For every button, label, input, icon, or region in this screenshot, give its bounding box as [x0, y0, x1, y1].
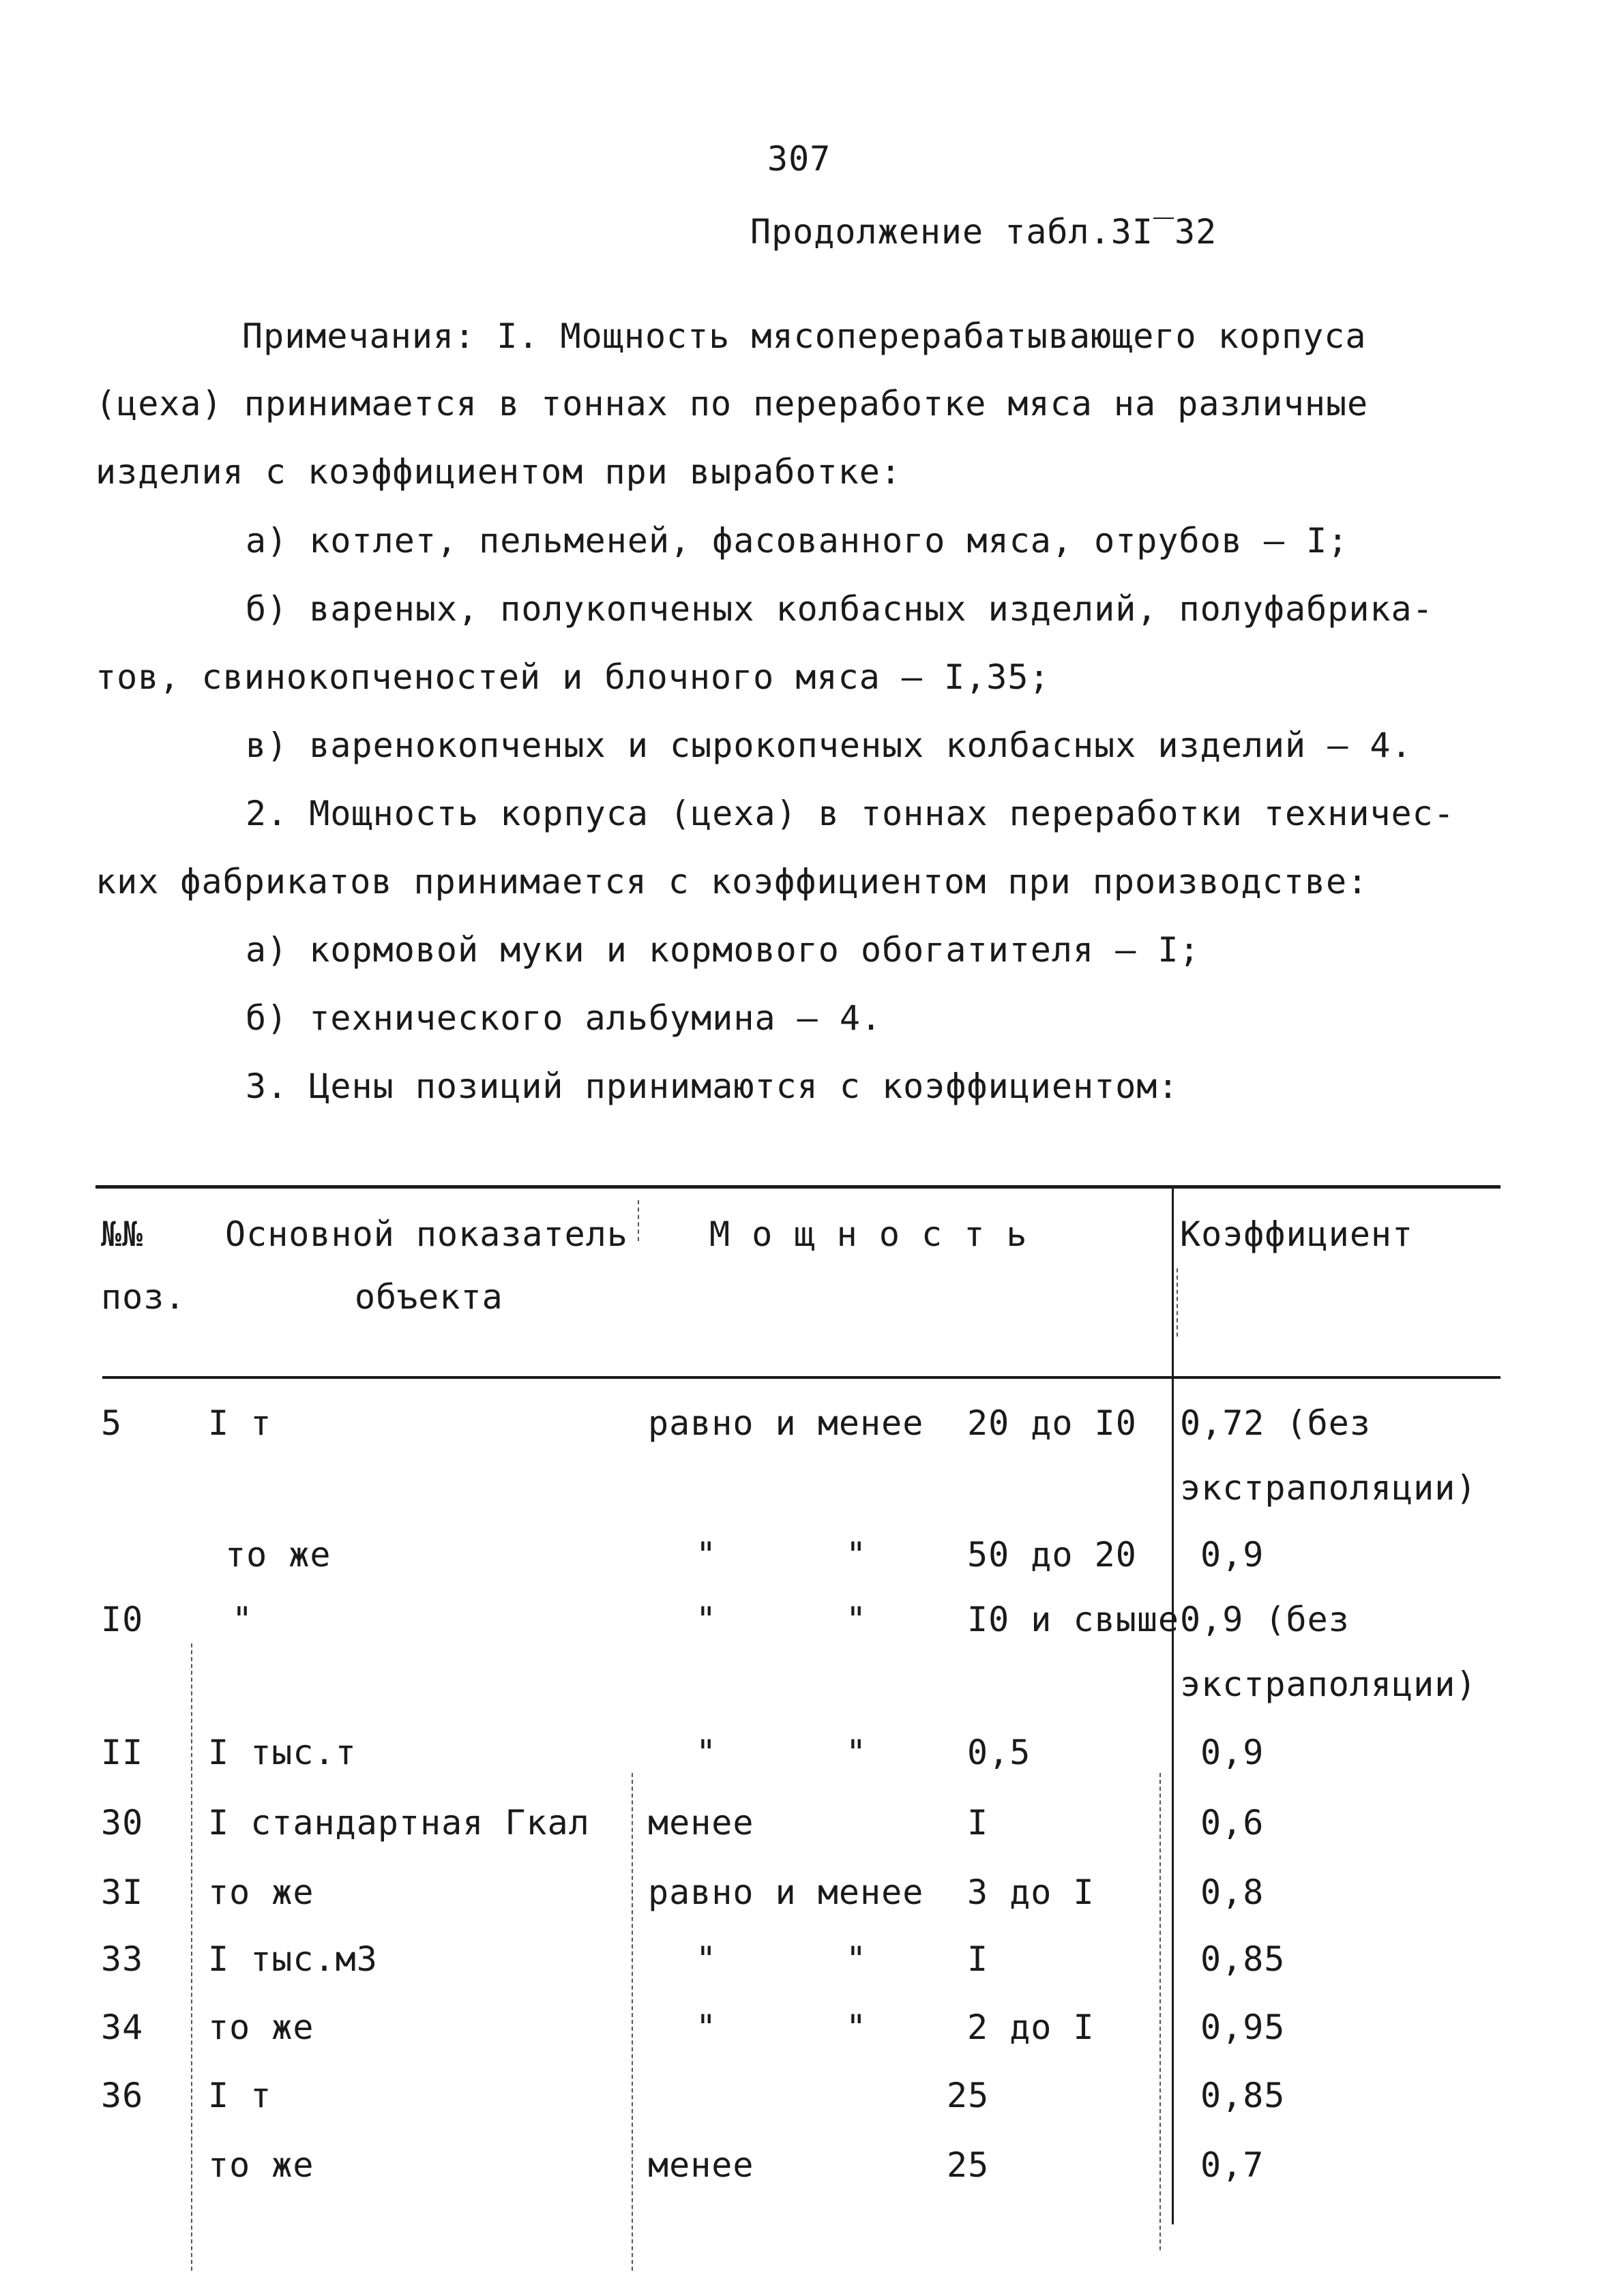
cell-capacity-qualifier: равно и менее: [648, 1403, 924, 1443]
cell-pos: II: [101, 1733, 144, 1772]
cell-capacity-value: I: [967, 1939, 989, 1979]
cell-capacity-ditto: ": [846, 1535, 868, 1575]
cell-capacity-value: 20 до I0: [967, 1403, 1137, 1443]
table-header-separator: [1177, 1268, 1179, 1337]
cell-capacity-value: I0 и свыше: [967, 1600, 1180, 1639]
cell-indicator: I тыс.т: [208, 1733, 357, 1772]
note-line: в) варенокопченых и сырокопченых колбасных изделий – 4.: [246, 726, 1413, 765]
cell-capacity-ditto: ": [846, 2008, 868, 2047]
cell-capacity-value: 25: [947, 2076, 990, 2115]
note-line: б) вареных, полукопченых колбасных изделий, полуфабрика-: [246, 589, 1434, 629]
header-indicator: Основной показатель: [225, 1214, 628, 1254]
cell-pos: 34: [101, 2008, 144, 2047]
table-coef-column-line: [1172, 1188, 1174, 2224]
cell-pos: 30: [101, 1803, 144, 1843]
cell-capacity-qualifier: ": [696, 1733, 718, 1772]
cell-capacity-qualifier: ": [696, 1939, 718, 1979]
cell-indicator: то же: [208, 2008, 314, 2047]
note-line: изделия с коэффициентом при выработке:: [95, 452, 902, 492]
note-line: Примечания: I. Мощность мясоперерабатывающего корпуса: [242, 316, 1367, 356]
cell-capacity-qualifier: равно и менее: [648, 1873, 924, 1912]
cell-indicator: I тыс.м3: [208, 1939, 378, 1979]
note-line: 2. Мощность корпуса (цеха) в тоннах переработки техничес-: [246, 794, 1455, 833]
cell-pos: 3I: [101, 1873, 144, 1912]
table-header-separator: [638, 1200, 640, 1241]
cell-indicator: I т: [208, 1403, 272, 1443]
cell-capacity-qualifier: менее: [648, 2145, 754, 2185]
table-column-separator: [1159, 1773, 1162, 2250]
cell-indicator: I стандартная Гкал: [208, 1803, 590, 1843]
cell-coefficient: 0,85: [1200, 1939, 1286, 1979]
cell-coefficient: 0,95: [1200, 2008, 1286, 2047]
cell-capacity-qualifier: ": [696, 1535, 718, 1575]
cell-coefficient: 0,85: [1200, 2076, 1286, 2115]
header-pos: №№: [101, 1214, 144, 1254]
cell-capacity-value: 2 до I: [967, 2008, 1095, 2047]
cell-capacity-value: 3 до I: [967, 1873, 1095, 1912]
cell-coefficient: 0,6: [1200, 1803, 1265, 1843]
continuation-title: Продолжение табл.3I‾32: [750, 212, 1217, 252]
cell-capacity-value: 25: [947, 2145, 990, 2185]
cell-coefficient: 0,9: [1200, 1733, 1265, 1772]
note-line: ких фабрикатов принимается с коэффициентом при производстве:: [95, 862, 1369, 901]
cell-capacity-ditto: ": [846, 1939, 868, 1979]
cell-indicator: то же: [208, 1873, 314, 1912]
cell-capacity-ditto: ": [846, 1733, 868, 1772]
header-coefficient: Коэффициент: [1180, 1214, 1414, 1254]
header-pos: поз.: [101, 1277, 186, 1317]
cell-capacity-value: 50 до 20: [967, 1535, 1137, 1575]
header-indicator: объекта: [355, 1277, 503, 1317]
cell-coefficient: 0,9 (без: [1180, 1600, 1350, 1639]
page-number: 307: [767, 139, 831, 179]
cell-indicator: то же: [225, 1535, 331, 1575]
cell-coefficient: 0,7: [1200, 2145, 1265, 2185]
cell-indicator: ": [232, 1600, 254, 1639]
cell-coefficient: 0,72 (без: [1180, 1403, 1371, 1443]
cell-pos: I0: [101, 1600, 144, 1639]
cell-pos: 33: [101, 1939, 144, 1979]
cell-coefficient-note: экстраполяции): [1180, 1468, 1477, 1508]
cell-indicator: I т: [208, 2076, 272, 2115]
note-line: а) котлет, пельменей, фасованного мяса, отрубов – I;: [246, 521, 1349, 561]
cell-coefficient: 0,9: [1200, 1535, 1265, 1575]
note-line: тов, свинокопченостей и блочного мяса – I,35;: [95, 657, 1050, 697]
table-header-rule: [102, 1376, 1501, 1379]
cell-coefficient: 0,8: [1200, 1873, 1265, 1912]
note-line: (цеха) принимается в тоннах по переработке мяса на различные: [95, 384, 1369, 423]
cell-indicator: то же: [208, 2145, 314, 2185]
note-line: б) технического альбумина – 4.: [246, 998, 883, 1038]
cell-pos: 5: [101, 1403, 123, 1443]
cell-capacity-value: I: [967, 1803, 989, 1843]
cell-pos: 36: [101, 2076, 144, 2115]
note-line: 3. Цены позиций принимаются с коэффициентом:: [246, 1067, 1179, 1106]
cell-coefficient-note: экстраполяции): [1180, 1665, 1477, 1704]
table-top-rule: [95, 1185, 1501, 1189]
cell-capacity-qualifier: менее: [648, 1803, 754, 1843]
note-line: а) кормовой муки и кормового обогатителя – I;: [246, 930, 1200, 970]
table-column-separator: [191, 1643, 194, 2271]
table-column-separator: [632, 1773, 634, 2271]
cell-capacity-qualifier: ": [696, 1600, 718, 1639]
cell-capacity-value: 0,5: [967, 1733, 1031, 1772]
cell-capacity-qualifier: ": [696, 2008, 718, 2047]
cell-capacity-ditto: ": [846, 1600, 868, 1639]
header-capacity: М о щ н о с т ь: [709, 1214, 1028, 1254]
